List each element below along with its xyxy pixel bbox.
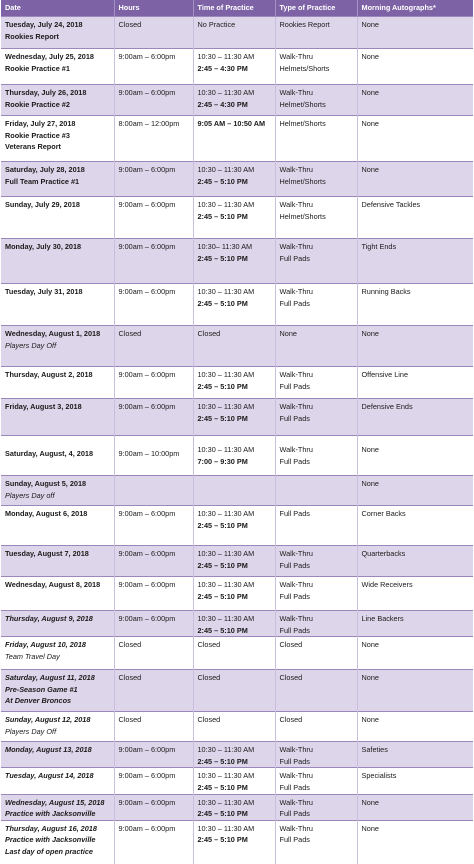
type-line: Helmet/Shorts	[279, 211, 326, 221]
date-text: Sunday, July 29, 2018	[5, 200, 80, 209]
type-cell	[275, 794, 357, 820]
table-row	[1, 436, 473, 476]
time-line: 2:45 – 5:10 PM	[197, 782, 248, 792]
time-cell	[193, 284, 275, 326]
time-line: 7:00 – 9:30 PM	[197, 456, 248, 466]
time-cell	[193, 794, 275, 820]
date-text: Monday, August 13, 2018	[5, 745, 92, 755]
type-line: Full Pads	[279, 591, 310, 601]
date-note: Veterans Report	[5, 142, 61, 152]
time-line: 2:45 – 5:10 PM	[197, 520, 248, 530]
time-cell	[193, 239, 275, 284]
time-line: 2:45 – 5:10 PM	[197, 756, 248, 766]
time-cell	[193, 637, 275, 670]
date-cell	[1, 436, 114, 476]
time-line: 10:30 – 11:30 AM	[197, 614, 255, 623]
date-note: Rookie Practice #1	[5, 63, 70, 73]
hours-cell: 9:00am – 6:00pm	[114, 577, 193, 611]
table-row	[1, 116, 473, 162]
date-text: Wednesday, August 8, 2018	[5, 580, 101, 589]
date-note: Rookies Report	[5, 31, 59, 41]
autographs-cell: None	[357, 670, 473, 712]
date-cell	[1, 820, 114, 864]
autographs-cell: Offensive Line	[357, 367, 473, 399]
date-cell	[1, 794, 114, 820]
date-cell	[1, 768, 114, 794]
autographs-cell: None	[357, 85, 473, 116]
time-cell	[193, 162, 275, 197]
time-cell	[193, 670, 275, 712]
time-line: No Practice	[197, 20, 236, 29]
type-line: Walk-Thru	[279, 445, 313, 454]
date-cell	[1, 742, 114, 768]
date-cell	[1, 712, 114, 742]
date-text: Thursday, August 2, 2018	[5, 370, 93, 379]
time-line: 2:45 – 5:10 PM	[197, 835, 248, 845]
type-cell	[275, 506, 357, 546]
hours-cell: 9:00am – 6:00pm	[114, 197, 193, 239]
table-row	[1, 326, 473, 367]
type-line: Helmet/Shorts	[279, 119, 326, 128]
time-line: 10:30 – 11:30 AM	[197, 370, 255, 379]
date-note: At Denver Broncos	[5, 696, 72, 706]
time-line: 2:45 – 4:30 PM	[197, 99, 248, 109]
autographs-cell: Specialists	[357, 768, 473, 794]
date-cell	[1, 116, 114, 162]
type-line: Full Pads	[279, 560, 310, 570]
type-line: Full Pads	[279, 253, 310, 263]
type-line: Walk-Thru	[279, 745, 313, 755]
autographs-cell: None	[357, 794, 473, 820]
type-line: Full Pads	[279, 298, 310, 308]
time-line: 10:30 – 11:30 AM	[197, 287, 255, 296]
header-morning-autographs: Morning Autographs*	[357, 0, 473, 17]
date-text: Wednesday, August 15, 2018	[5, 797, 105, 807]
date-note: Pre-Season Game #1	[5, 684, 78, 694]
type-line: Walk-Thru	[279, 580, 313, 589]
autographs-cell: None	[357, 162, 473, 197]
autographs-cell: Defensive Tackles	[357, 197, 473, 239]
type-line: Full Pads	[279, 456, 310, 466]
type-line: Walk-Thru	[279, 370, 313, 379]
time-cell	[193, 436, 275, 476]
table-row	[1, 794, 473, 820]
date-text: Sunday, August 12, 2018	[5, 715, 91, 725]
time-cell	[193, 611, 275, 637]
date-cell	[1, 670, 114, 712]
date-cell	[1, 326, 114, 367]
time-line: 10:30– 11:30 AM	[197, 242, 253, 251]
table-row	[1, 476, 473, 506]
date-cell	[1, 506, 114, 546]
type-line: Helmets/Shorts	[279, 63, 330, 73]
type-line: Walk-Thru	[279, 88, 313, 97]
time-cell	[193, 742, 275, 768]
autographs-cell: None	[357, 49, 473, 85]
autographs-cell: Defensive Ends	[357, 399, 473, 436]
type-line: Closed	[279, 673, 303, 683]
date-text: Friday, July 27, 2018	[5, 119, 76, 128]
header-time-of-practice: Time of Practice	[193, 0, 275, 17]
autographs-cell: Tight Ends	[357, 239, 473, 284]
type-cell	[275, 712, 357, 742]
autographs-cell: None	[357, 116, 473, 162]
hours-cell: 9:00am – 6:00pm	[114, 239, 193, 284]
date-note: Practice with Jacksonville	[5, 835, 96, 845]
time-cell	[193, 116, 275, 162]
type-cell	[275, 670, 357, 712]
time-cell	[193, 712, 275, 742]
type-line: Walk-Thru	[279, 771, 313, 781]
type-line: Walk-Thru	[279, 614, 313, 623]
time-line: 10:30 – 11:30 AM	[197, 402, 255, 411]
type-line: Full Pads	[279, 835, 310, 845]
type-line: Walk-Thru	[279, 200, 313, 209]
time-cell	[193, 476, 275, 506]
hours-cell: Closed	[114, 17, 193, 49]
type-cell	[275, 17, 357, 49]
table-row	[1, 637, 473, 670]
hours-cell: 9:00am – 6:00pm	[114, 399, 193, 436]
date-text: Wednesday, August 1, 2018	[5, 329, 101, 338]
type-cell	[275, 162, 357, 197]
autographs-cell: None	[357, 820, 473, 864]
type-cell	[275, 476, 357, 506]
date-text: Friday, August 10, 2018	[5, 640, 86, 650]
hours-cell: 9:00am – 6:00pm	[114, 794, 193, 820]
type-line: None	[279, 329, 297, 338]
date-note: Rookie Practice #3	[5, 130, 70, 140]
date-text: Saturday, August, 4, 2018	[5, 448, 93, 458]
header-type-of-practice: Type of Practice	[275, 0, 357, 17]
time-cell	[193, 820, 275, 864]
time-line: 10:30 – 11:30 AM	[197, 771, 255, 781]
type-cell	[275, 326, 357, 367]
time-cell	[193, 17, 275, 49]
hours-cell: 9:00am – 6:00pm	[114, 611, 193, 637]
type-cell	[275, 399, 357, 436]
hours-cell: 9:00am – 6:00pm	[114, 546, 193, 577]
type-line: Helmet/Shorts	[279, 99, 326, 109]
time-cell	[193, 546, 275, 577]
type-line: Walk-Thru	[279, 402, 313, 411]
date-cell	[1, 17, 114, 49]
type-cell	[275, 197, 357, 239]
time-line: Closed	[197, 715, 221, 725]
time-cell	[193, 49, 275, 85]
date-text: Thursday, August 9, 2018	[5, 614, 93, 623]
autographs-cell: None	[357, 476, 473, 506]
time-line: Closed	[197, 673, 221, 683]
type-line: Walk-Thru	[279, 52, 313, 61]
time-cell	[193, 326, 275, 367]
table-row	[1, 820, 473, 864]
type-line: Closed	[279, 715, 303, 725]
time-line: 2:45 – 5:10 PM	[197, 591, 248, 601]
type-cell	[275, 820, 357, 864]
type-cell	[275, 637, 357, 670]
table-row	[1, 611, 473, 637]
table-row	[1, 17, 473, 49]
autographs-cell: None	[357, 436, 473, 476]
time-line: 9:05 AM – 10:50 AM	[197, 119, 266, 128]
date-cell	[1, 367, 114, 399]
time-cell	[193, 197, 275, 239]
time-line: 10:30 – 11:30 AM	[197, 823, 255, 833]
type-line: Full Pads	[279, 782, 310, 792]
date-note: Players Day Off	[5, 340, 57, 350]
autographs-cell: None	[357, 17, 473, 49]
date-cell	[1, 611, 114, 637]
date-note: Last day of open practice	[5, 846, 93, 856]
type-cell	[275, 367, 357, 399]
autographs-cell: Corner Backs	[357, 506, 473, 546]
table-row	[1, 197, 473, 239]
date-cell	[1, 577, 114, 611]
date-cell	[1, 546, 114, 577]
date-text: Thursday, July 26, 2018	[5, 88, 87, 97]
hours-cell: 8:00am – 12:00pm	[114, 116, 193, 162]
date-note: Practice with Jacksonville	[5, 809, 96, 819]
autographs-cell: None	[357, 637, 473, 670]
date-text: Tuesday, August 7, 2018	[5, 549, 89, 558]
table-row	[1, 577, 473, 611]
time-cell	[193, 367, 275, 399]
date-text: Wednesday, July 25, 2018	[5, 52, 94, 61]
time-line: 2:45 – 4:30 PM	[197, 63, 248, 73]
hours-cell: 9:00am – 6:00pm	[114, 742, 193, 768]
type-cell	[275, 577, 357, 611]
type-cell	[275, 49, 357, 85]
table-row	[1, 742, 473, 768]
date-note: Full Team Practice #1	[5, 176, 80, 186]
type-line: Full Pads	[279, 381, 310, 391]
hours-cell: 9:00am – 6:00pm	[114, 768, 193, 794]
date-cell	[1, 197, 114, 239]
date-cell	[1, 284, 114, 326]
header-hours: Hours	[114, 0, 193, 17]
hours-cell: 9:00am – 6:00pm	[114, 162, 193, 197]
time-line: 10:30 – 11:30 AM	[197, 580, 255, 589]
type-cell	[275, 611, 357, 637]
hours-cell: 9:00am – 10:00pm	[114, 436, 193, 476]
time-line: 2:45 – 5:10 PM	[197, 625, 248, 635]
date-text: Tuesday, July 24, 2018	[5, 20, 83, 29]
date-cell	[1, 239, 114, 284]
time-line: 10:30 – 11:30 AM	[197, 445, 255, 454]
header-date: Date	[1, 0, 114, 17]
type-line: Full Pads	[279, 809, 310, 819]
date-cell	[1, 399, 114, 436]
date-text: Tuesday, August 14, 2018	[5, 771, 94, 781]
hours-cell: Closed	[114, 670, 193, 712]
time-line: 10:30 – 11:30 AM	[197, 165, 255, 174]
time-line: Closed	[197, 640, 221, 650]
hours-cell: 9:00am – 6:00pm	[114, 284, 193, 326]
autographs-cell: None	[357, 712, 473, 742]
type-line: Full Pads	[279, 413, 310, 423]
time-line: 2:45 – 5:10 PM	[197, 809, 248, 819]
table-row	[1, 506, 473, 546]
type-cell	[275, 85, 357, 116]
hours-cell: 9:00am – 6:00pm	[114, 85, 193, 116]
date-note: Players Day off	[5, 490, 55, 500]
type-line: Walk-Thru	[279, 287, 313, 296]
date-text: Saturday, August 11, 2018	[5, 673, 95, 683]
type-line: Walk-Thru	[279, 165, 313, 174]
type-cell	[275, 768, 357, 794]
table-row	[1, 712, 473, 742]
table-row	[1, 768, 473, 794]
date-text: Monday, July 30, 2018	[5, 242, 82, 251]
table-row	[1, 367, 473, 399]
type-line: Helmet/Shorts	[279, 176, 326, 186]
training-camp-schedule-table	[1, 0, 473, 864]
time-line: 10:30 – 11:30 AM	[197, 52, 255, 61]
type-line: Walk-Thru	[279, 797, 313, 807]
table-row	[1, 399, 473, 436]
table-header-row	[1, 0, 473, 17]
type-cell	[275, 116, 357, 162]
date-text: Friday, August 3, 2018	[5, 402, 82, 411]
type-cell	[275, 742, 357, 768]
date-cell	[1, 49, 114, 85]
time-cell	[193, 577, 275, 611]
type-line: Walk-Thru	[279, 823, 313, 833]
type-line: Rookies Report	[279, 20, 330, 29]
time-line: 10:30 – 11:30 AM	[197, 88, 255, 97]
type-line: Full Pads	[279, 509, 310, 518]
date-cell	[1, 476, 114, 506]
type-line: Full Pads	[279, 756, 310, 766]
type-line: Walk-Thru	[279, 549, 313, 558]
date-text: Monday, August 6, 2018	[5, 509, 88, 518]
table-row	[1, 239, 473, 284]
time-line: 10:30 – 11:30 AM	[197, 200, 255, 209]
type-line: Closed	[279, 640, 303, 650]
table-row	[1, 49, 473, 85]
hours-cell: 9:00am – 6:00pm	[114, 367, 193, 399]
time-line: 10:30 – 11:30 AM	[197, 549, 255, 558]
time-cell	[193, 399, 275, 436]
autographs-cell: Running Backs	[357, 284, 473, 326]
date-text: Tuesday, July 31, 2018	[5, 287, 83, 296]
hours-cell: 9:00am – 6:00pm	[114, 49, 193, 85]
table-row	[1, 284, 473, 326]
date-cell	[1, 162, 114, 197]
type-cell	[275, 546, 357, 577]
date-text: Thursday, August 16, 2018	[5, 823, 97, 833]
type-line: Full Pads	[279, 625, 310, 635]
time-cell	[193, 768, 275, 794]
time-line: 10:30 – 11:30 AM	[197, 509, 255, 518]
date-cell	[1, 85, 114, 116]
table-row	[1, 85, 473, 116]
time-line: 2:45 – 5:10 PM	[197, 560, 248, 570]
date-note: Players Day Off	[5, 726, 57, 736]
time-line: 2:45 – 5:10 PM	[197, 413, 248, 423]
type-cell	[275, 239, 357, 284]
time-line: 2:45 – 5:10 PM	[197, 176, 248, 186]
hours-cell: 9:00am – 6:00pm	[114, 506, 193, 546]
time-cell	[193, 85, 275, 116]
autographs-cell: Safeties	[357, 742, 473, 768]
time-line: 2:45 – 5:10 PM	[197, 253, 248, 263]
autographs-cell: None	[357, 326, 473, 367]
time-line: 2:45 – 5:10 PM	[197, 298, 248, 308]
autographs-cell: Quarterbacks	[357, 546, 473, 577]
type-line: Walk-Thru	[279, 242, 313, 251]
time-line: Closed	[197, 329, 221, 338]
hours-cell: 9:00am – 6:00pm	[114, 820, 193, 864]
date-note: Team Travel Day	[5, 651, 60, 661]
date-text: Sunday, August 5, 2018	[5, 479, 87, 488]
hours-cell: Closed	[114, 326, 193, 367]
type-cell	[275, 436, 357, 476]
time-line: 2:45 – 5:10 PM	[197, 381, 248, 391]
hours-cell	[114, 476, 193, 506]
date-text: Saturday, July 28, 2018	[5, 165, 85, 174]
table-row	[1, 162, 473, 197]
time-cell	[193, 506, 275, 546]
autographs-cell: Wide Receivers	[357, 577, 473, 611]
table-row	[1, 546, 473, 577]
type-cell	[275, 284, 357, 326]
date-note: Rookie Practice #2	[5, 99, 70, 109]
time-line: 10:30 – 11:30 AM	[197, 797, 255, 807]
time-line: 10:30 – 11:30 AM	[197, 745, 255, 755]
table-row	[1, 670, 473, 712]
hours-cell: Closed	[114, 712, 193, 742]
time-line: 2:45 – 5:10 PM	[197, 211, 248, 221]
date-cell	[1, 637, 114, 670]
hours-cell: Closed	[114, 637, 193, 670]
autographs-cell: Line Backers	[357, 611, 473, 637]
